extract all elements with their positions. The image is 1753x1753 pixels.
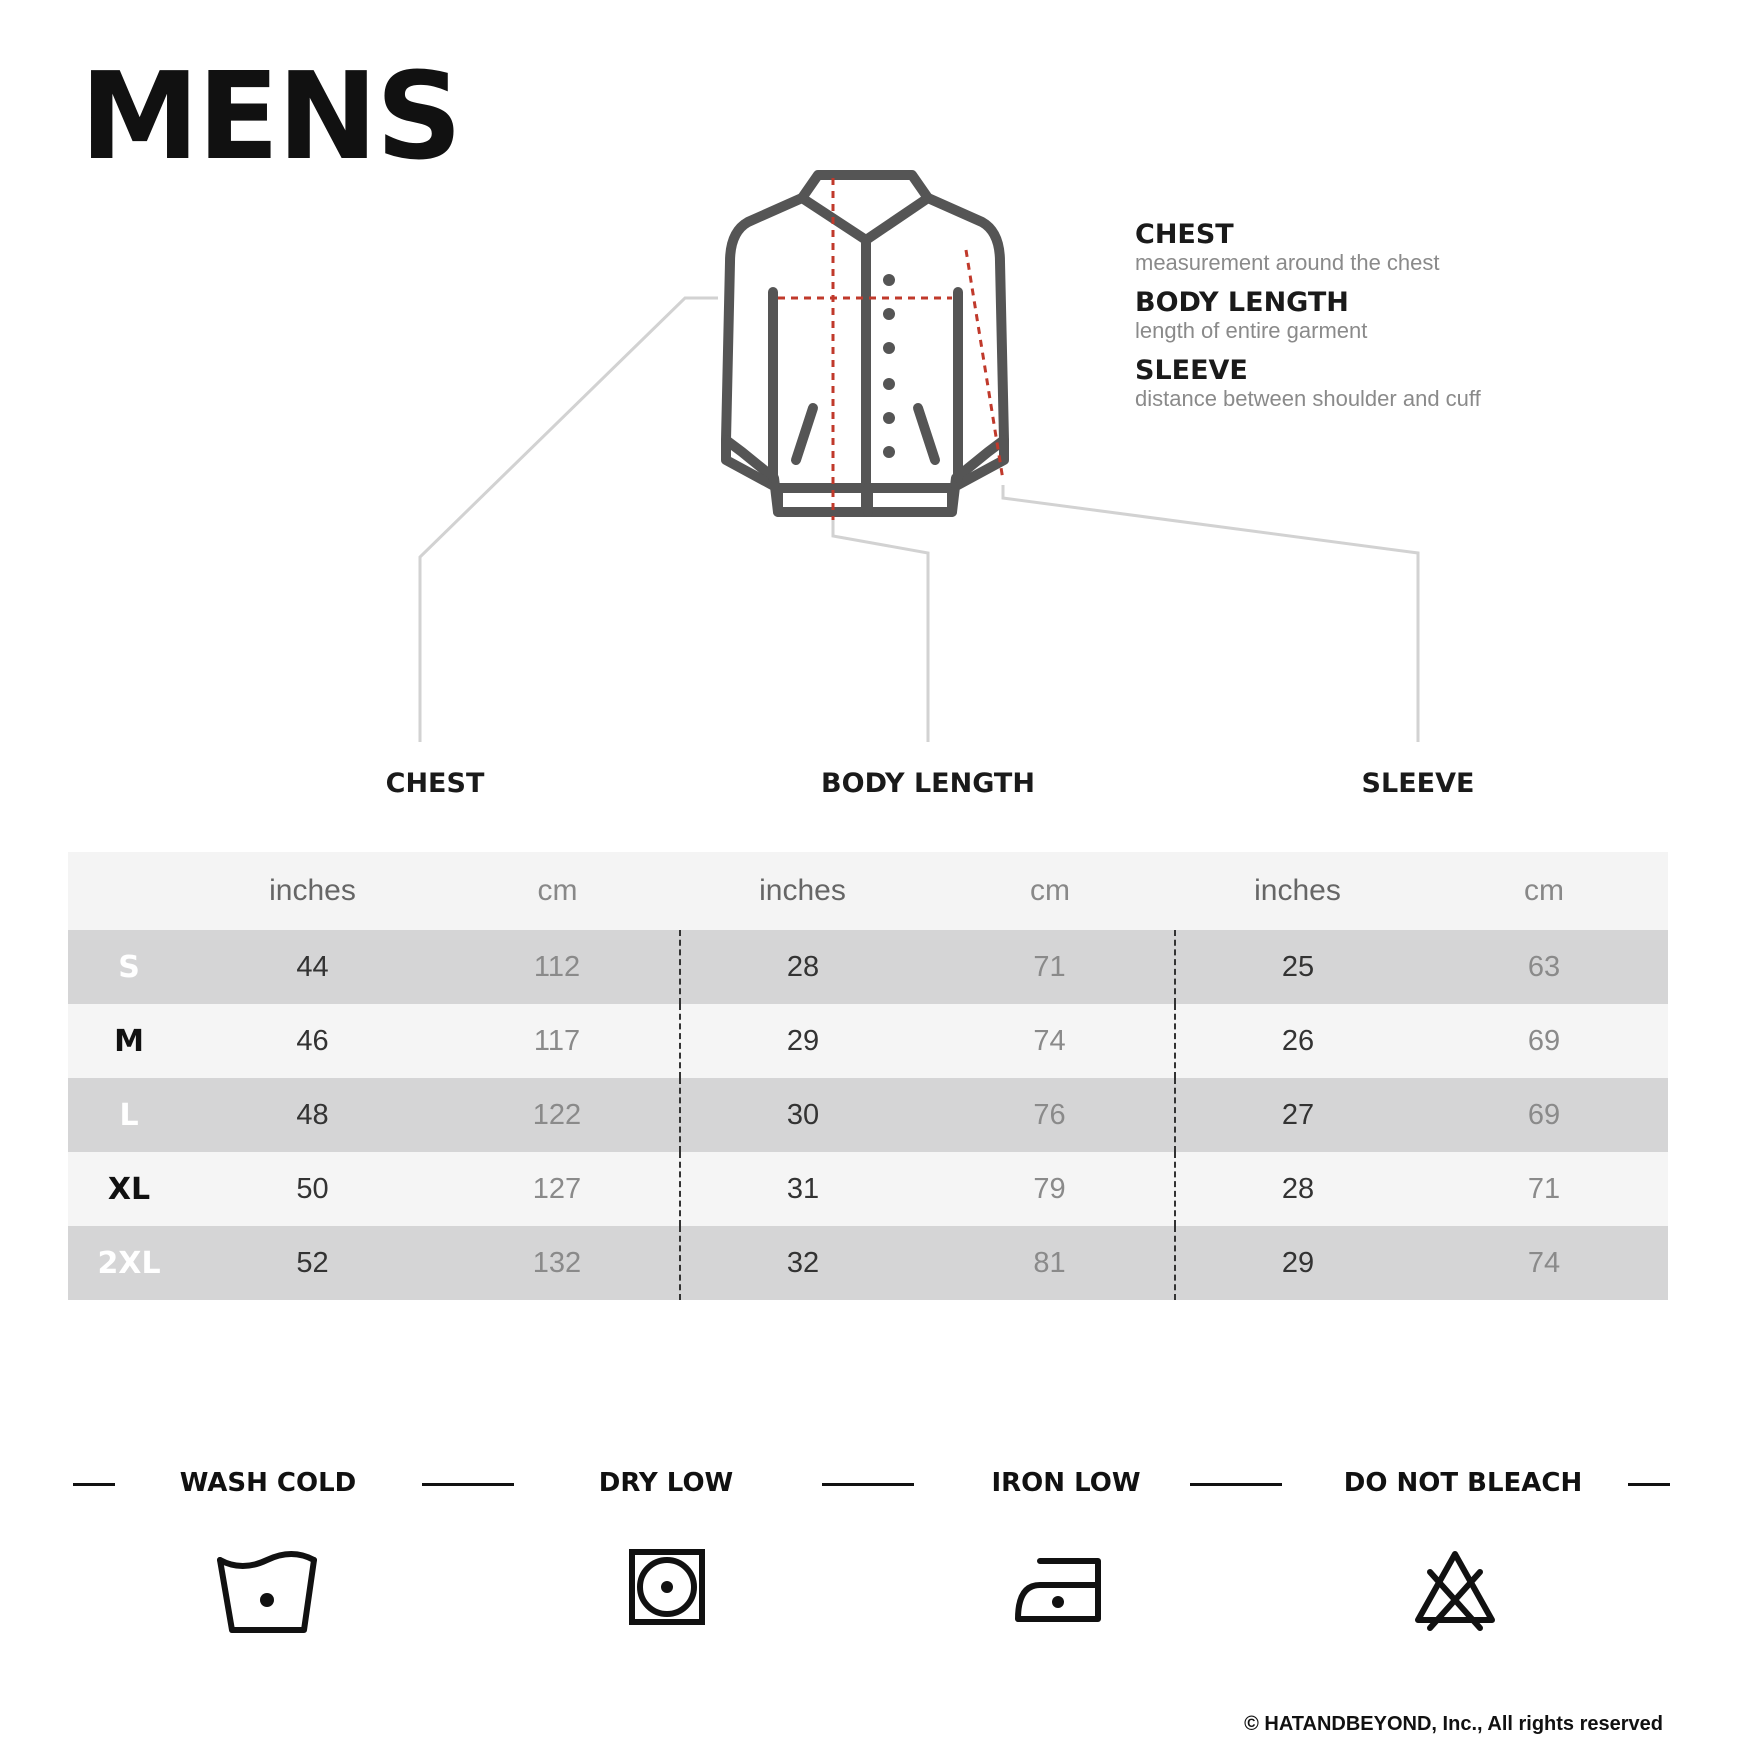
table-cell: 28 xyxy=(1175,1152,1420,1226)
table-cell: 25 xyxy=(1175,930,1420,1004)
size-cell: 2XL xyxy=(97,1245,161,1281)
table-cell: 28 xyxy=(680,930,925,1004)
care-divider xyxy=(73,1483,115,1486)
care-divider xyxy=(422,1483,514,1486)
table-cell: 71 xyxy=(1033,950,1066,983)
unit-header: inches xyxy=(1254,874,1341,907)
copyright-text: © HATANDBEYOND, Inc., All rights reserved xyxy=(1244,1713,1663,1735)
care-divider xyxy=(822,1483,914,1486)
care-divider xyxy=(1190,1483,1282,1486)
jacket-buttons xyxy=(883,274,895,458)
table-cell: 31 xyxy=(680,1152,925,1226)
table-cell: 52 xyxy=(296,1246,329,1279)
table-cell: 26 xyxy=(1175,1004,1420,1078)
table-cell: 48 xyxy=(296,1098,329,1131)
unit-header: cm xyxy=(1524,874,1564,907)
legend-desc: measurement around the chest xyxy=(1135,250,1440,275)
care-label-wash-cold: WASH COLD xyxy=(179,1468,357,1498)
size-cell: M xyxy=(114,1023,144,1059)
legend-item-sleeve xyxy=(1135,356,1635,412)
table-row xyxy=(68,1152,1668,1226)
chest-leader-line xyxy=(420,298,718,742)
table-cell: 127 xyxy=(532,1172,582,1205)
column-label-sleeve: SLEEVE xyxy=(1361,768,1475,799)
table-row xyxy=(68,1226,1668,1300)
legend-item-body-length xyxy=(1135,288,1635,344)
legend-term: CHEST xyxy=(1135,219,1234,250)
body-length-leader-line xyxy=(833,520,928,742)
wash-cold-icon xyxy=(212,1548,322,1638)
legend-desc: length of entire garment xyxy=(1135,318,1368,343)
page-title: MENS xyxy=(80,48,461,187)
legend-term: SLEEVE xyxy=(1135,355,1248,386)
table-cell: 32 xyxy=(680,1226,925,1300)
unit-header: cm xyxy=(1030,874,1070,907)
legend-item-chest xyxy=(1135,220,1635,276)
size-cell: L xyxy=(119,1097,139,1133)
legend-term: BODY LENGTH xyxy=(1135,287,1349,318)
table-cell: 69 xyxy=(1527,1098,1561,1131)
table-cell: 132 xyxy=(532,1246,582,1279)
size-cell: S xyxy=(118,949,140,985)
table-cell: 29 xyxy=(1175,1226,1420,1300)
table-row xyxy=(68,1078,1668,1152)
table-cell: 50 xyxy=(296,1172,329,1205)
table-cell: 46 xyxy=(296,1024,329,1057)
table-cell: 29 xyxy=(680,1004,925,1078)
table-header-row xyxy=(68,852,1668,930)
table-cell: 30 xyxy=(680,1078,925,1152)
table-cell: 79 xyxy=(1033,1172,1066,1205)
table-cell: 76 xyxy=(1033,1098,1066,1131)
care-divider xyxy=(1628,1483,1670,1486)
legend-desc: distance between shoulder and cuff xyxy=(1135,386,1481,411)
table-cell: 63 xyxy=(1527,950,1561,983)
column-label-chest: CHEST xyxy=(385,768,485,799)
do-not-bleach-icon xyxy=(1412,1548,1498,1634)
table-row xyxy=(68,930,1668,1004)
table-cell: 81 xyxy=(1033,1246,1066,1279)
jacket-icon xyxy=(726,175,1004,512)
care-label-iron-low: IRON LOW xyxy=(991,1468,1141,1498)
column-label-body-length: BODY LENGTH xyxy=(821,768,1035,799)
table-cell: 27 xyxy=(1175,1078,1420,1152)
table-cell: 74 xyxy=(1527,1246,1561,1279)
table-cell: 112 xyxy=(533,950,581,983)
care-label-do-not-bleach: DO NOT BLEACH xyxy=(1343,1468,1583,1498)
measurement-legend xyxy=(1135,220,1635,424)
size-header xyxy=(68,852,190,930)
unit-header: inches xyxy=(269,874,356,907)
table-cell: 71 xyxy=(1527,1172,1561,1205)
size-table xyxy=(68,852,1668,1300)
size-cell: XL xyxy=(107,1171,151,1207)
care-label-dry-low: DRY LOW xyxy=(598,1468,734,1498)
table-cell: 122 xyxy=(532,1098,582,1131)
table-cell: 44 xyxy=(296,950,329,983)
iron-low-icon xyxy=(1012,1555,1104,1625)
unit-header: inches xyxy=(759,874,846,907)
sleeve-leader-line xyxy=(1003,485,1418,742)
table-cell: 117 xyxy=(533,1024,581,1057)
table-cell: 74 xyxy=(1033,1024,1066,1057)
table-cell: 69 xyxy=(1527,1024,1561,1057)
table-row xyxy=(68,1004,1668,1078)
unit-header: cm xyxy=(537,874,578,907)
tumble-dry-low-icon xyxy=(628,1548,708,1628)
